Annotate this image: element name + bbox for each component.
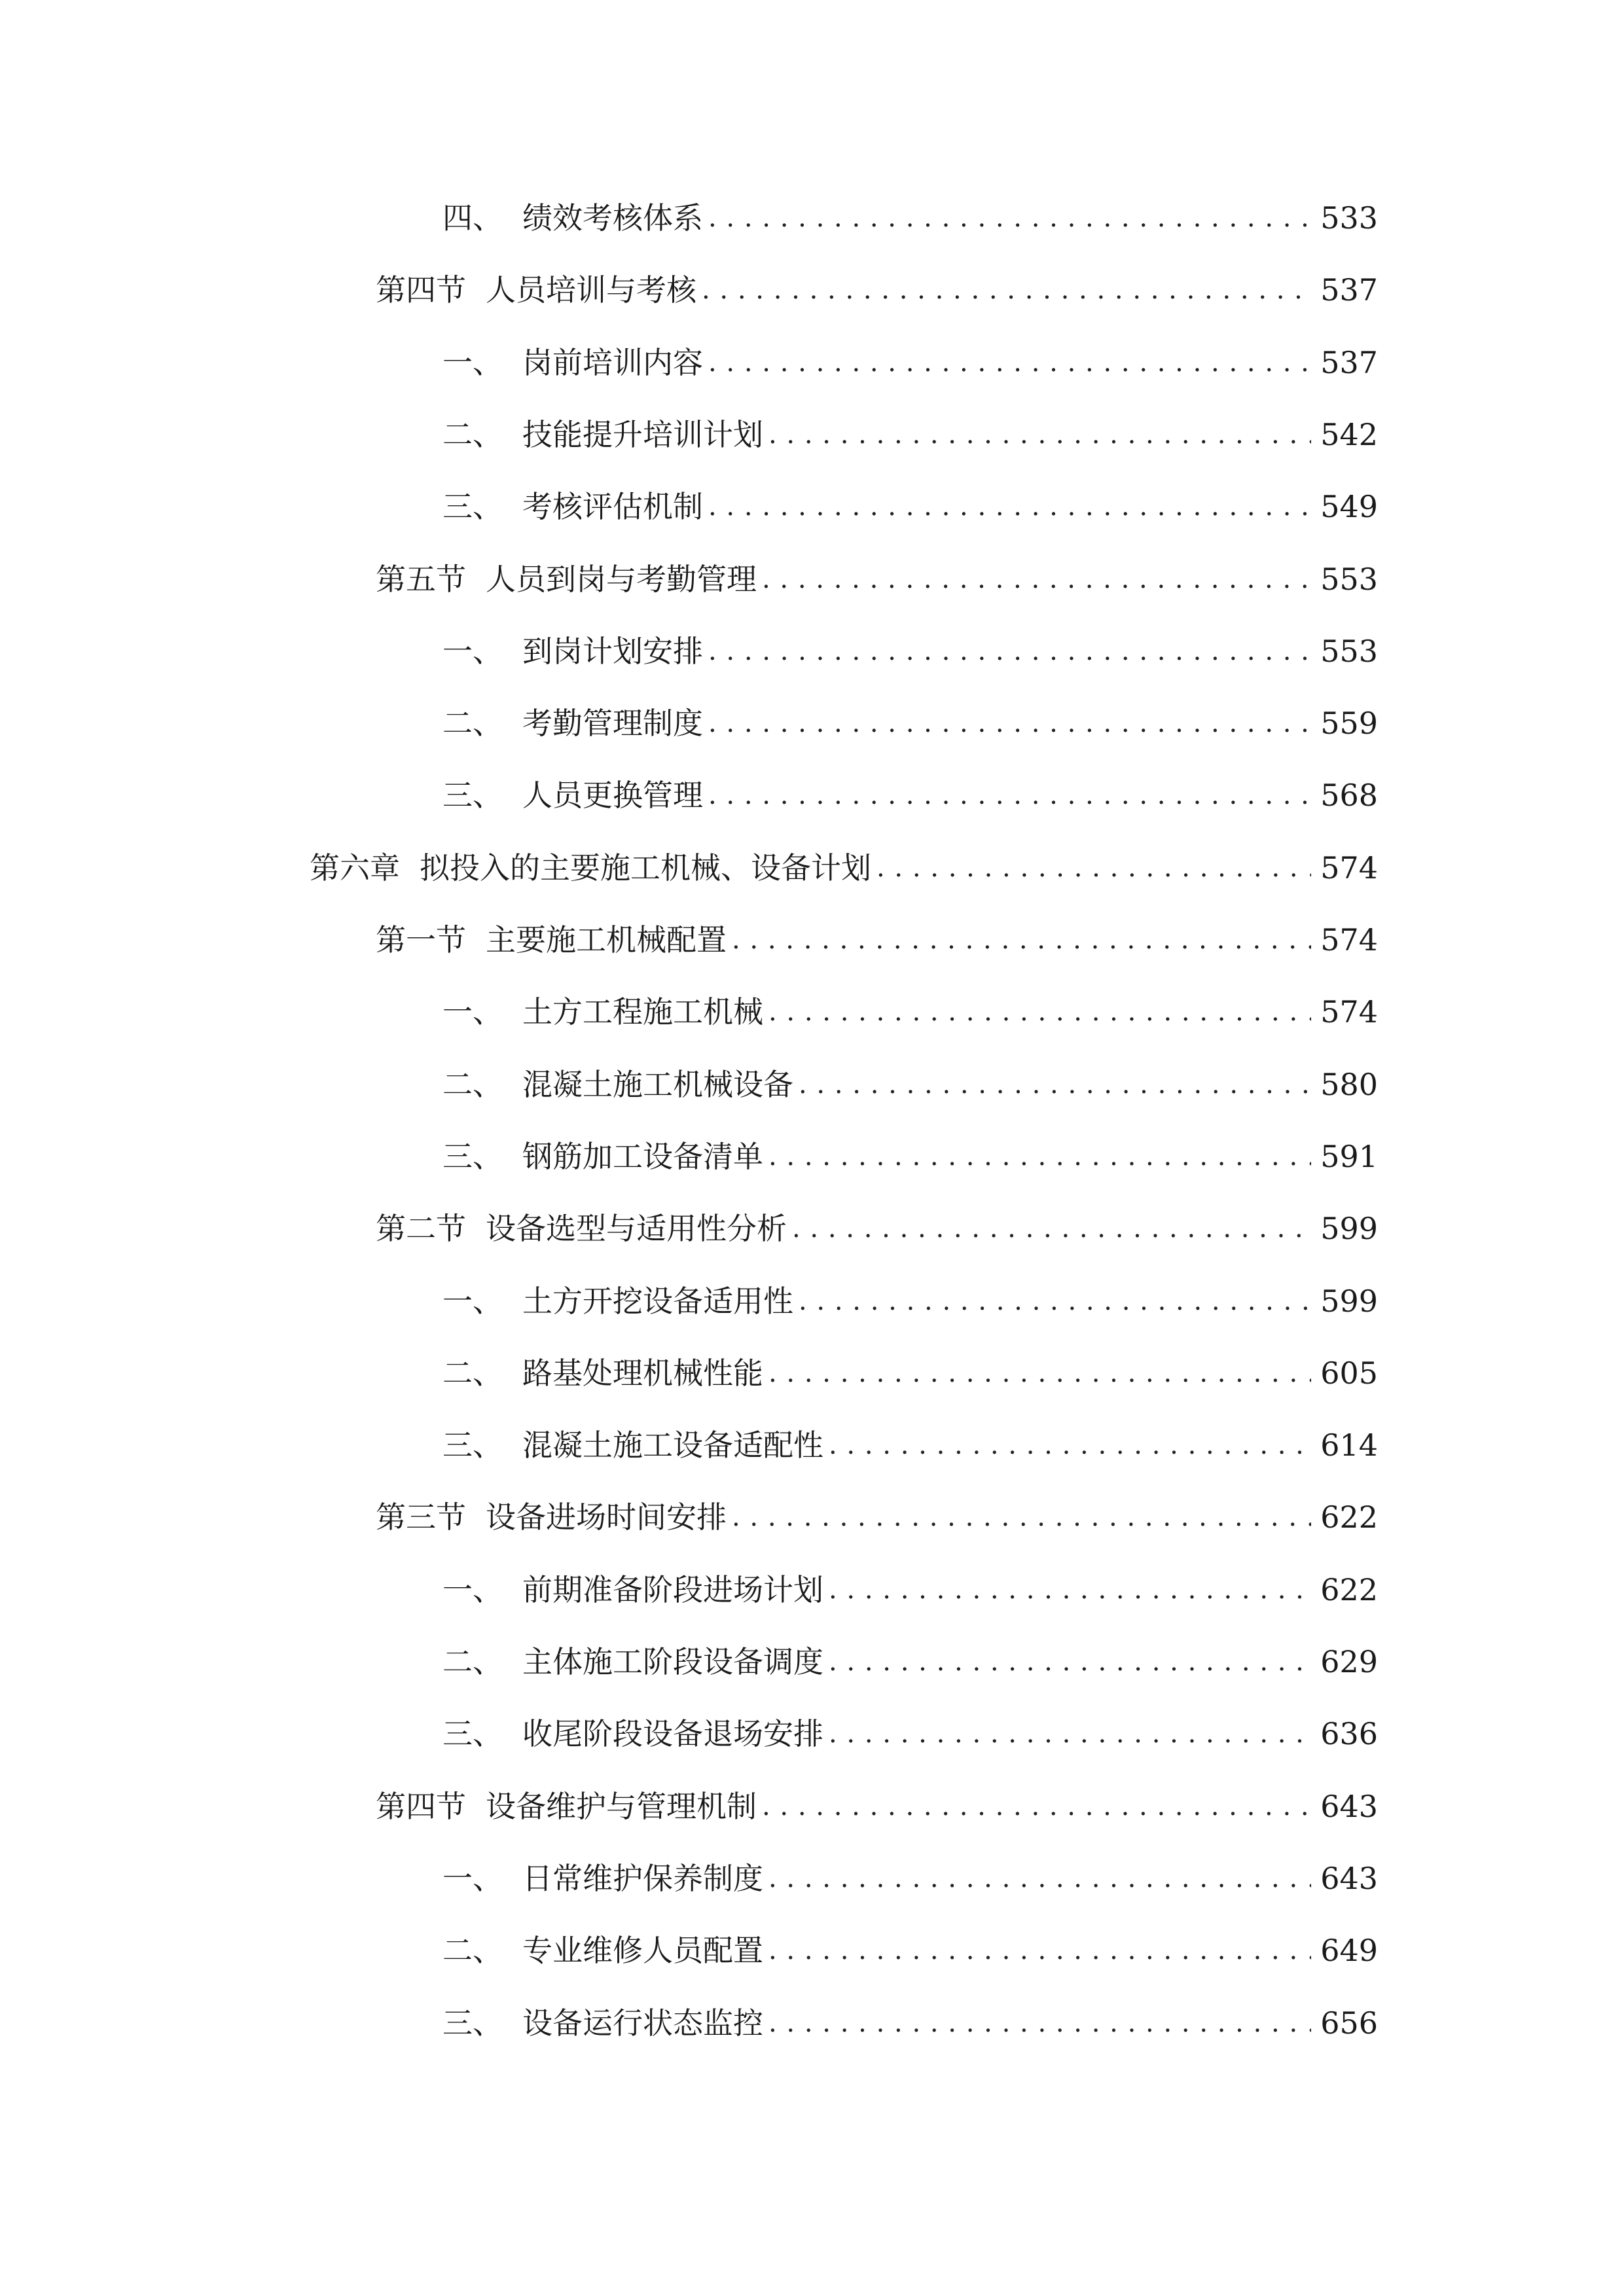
toc-dot-leader [708, 782, 1311, 808]
toc-entry[interactable] [442, 1698, 1378, 1770]
toc-entry[interactable] [376, 1193, 1378, 1265]
toc-page-number: 599 [1320, 1283, 1378, 1319]
toc-entry[interactable] [310, 832, 1378, 904]
toc-dot-leader [829, 1721, 1311, 1747]
toc-entry[interactable] [442, 1914, 1378, 1986]
toc-page-number: 553 [1320, 634, 1378, 669]
toc-entry-label [442, 1355, 763, 1391]
toc-entry-title: 收尾阶段设备退场安排 [522, 1716, 823, 1751]
toc-entry[interactable] [442, 976, 1378, 1048]
toc-page-number: 574 [1320, 850, 1378, 886]
toc-page-number: 542 [1320, 417, 1378, 452]
toc-entry[interactable] [442, 327, 1378, 399]
toc-dot-leader [762, 566, 1311, 592]
toc-entry-number: 一、 [442, 1572, 503, 1607]
toc-entry-title: 路基处理机械性能 [522, 1355, 763, 1391]
toc-entry-label [442, 345, 703, 380]
toc-page-number: 553 [1320, 562, 1378, 597]
toc-entry[interactable] [442, 1049, 1378, 1121]
toc-entry-title: 绩效考核体系 [522, 200, 703, 236]
toc-entry-label [376, 562, 757, 597]
toc-entry-number: 三、 [442, 489, 503, 524]
toc-entry-label [442, 994, 763, 1030]
toc-entry-number: 第四节 [376, 272, 466, 308]
toc-entry-label [442, 1141, 763, 1172]
toc-entry-title: 主体施工阶段设备调度 [522, 1644, 823, 1679]
toc-page-number: 533 [1320, 200, 1378, 236]
toc-entry-title: 混凝土施工机械设备 [522, 1067, 793, 1102]
toc-entry[interactable] [376, 1770, 1378, 1842]
toc-entry-label [376, 1213, 787, 1244]
toc-dot-leader [708, 710, 1311, 736]
toc-page-number: 574 [1320, 922, 1378, 958]
toc-entry[interactable] [442, 1554, 1378, 1626]
toc-entry[interactable] [442, 687, 1378, 759]
toc-page-number: 656 [1320, 2005, 1378, 2041]
toc-entry-label [442, 1069, 793, 1100]
toc-page-number: 622 [1320, 1572, 1378, 1607]
toc-entry-title: 土方工程施工机械 [522, 994, 763, 1030]
toc-dot-leader [829, 1432, 1311, 1458]
toc-entry-label [442, 1644, 823, 1679]
toc-entry-number: 二、 [442, 1933, 503, 1968]
toc-entry-title: 人员到岗与考勤管理 [486, 562, 757, 597]
toc-entry-title: 人员培训与考核 [486, 272, 696, 308]
toc-entry[interactable] [442, 1121, 1378, 1193]
toc-entry-label [310, 850, 871, 886]
toc-entry-label [442, 1572, 823, 1607]
toc-entry-number: 三、 [442, 1716, 503, 1751]
toc-entry-title: 岗前培训内容 [522, 345, 703, 380]
toc-entry[interactable] [442, 1265, 1378, 1337]
toc-dot-leader [768, 422, 1311, 448]
toc-entry-title: 专业维修人员配置 [522, 1933, 763, 1968]
toc-entry-number: 一、 [442, 634, 503, 669]
toc-dot-leader [732, 927, 1311, 953]
toc-entry-number: 二、 [442, 1067, 503, 1102]
toc-entry-title: 设备维护与管理机制 [486, 1789, 757, 1824]
toc-entry-number: 第二节 [376, 1211, 466, 1246]
toc-entry[interactable] [442, 1842, 1378, 1914]
toc-entry-title: 技能提升培训计划 [522, 417, 763, 452]
toc-page-number: 559 [1320, 706, 1378, 741]
toc-entry-label [442, 778, 703, 813]
toc-page-number: 643 [1320, 1861, 1378, 1896]
toc-dot-leader [799, 1071, 1311, 1098]
toc-page-number: 537 [1320, 272, 1378, 308]
toc-dot-leader [768, 1143, 1311, 1170]
toc-entry-title: 拟投入的主要施工机械、设备计划 [420, 850, 871, 886]
toc-entry-title: 前期准备阶段进场计划 [522, 1572, 823, 1607]
toc-entry-number: 第六章 [310, 850, 400, 886]
toc-entry-label [376, 272, 696, 308]
toc-entry-number: 二、 [442, 706, 503, 741]
toc-page-number: 599 [1320, 1211, 1378, 1246]
toc-entry-number: 二、 [442, 417, 503, 452]
toc-entry[interactable] [442, 1626, 1378, 1698]
toc-entry-title: 日常维护保养制度 [522, 1861, 763, 1896]
toc-entry[interactable] [442, 1337, 1378, 1409]
toc-dot-leader [708, 350, 1311, 376]
toc-entry-number: 一、 [442, 345, 503, 380]
toc-entry[interactable] [442, 399, 1378, 471]
toc-entry-number: 三、 [442, 1139, 503, 1174]
toc-dot-leader [762, 1793, 1311, 1820]
toc-entry-title: 考勤管理制度 [522, 706, 703, 741]
toc-entry[interactable] [442, 615, 1378, 687]
toc-entry-number: 二、 [442, 1355, 503, 1391]
toc-dot-leader [876, 855, 1311, 881]
toc-entry-number: 三、 [442, 2005, 503, 2041]
toc-entry-number: 四、 [442, 200, 503, 236]
toc-entry-number: 三、 [442, 1427, 503, 1463]
toc-entry[interactable] [442, 1409, 1378, 1481]
toc-entry[interactable] [442, 759, 1378, 831]
toc-entry-number: 第一节 [376, 922, 466, 958]
toc-entry-title: 主要施工机械配置 [486, 922, 727, 958]
toc-page-number: 643 [1320, 1789, 1378, 1824]
toc-entry-label [376, 1499, 727, 1535]
toc-dot-leader [708, 493, 1311, 520]
toc-entry[interactable] [442, 1987, 1378, 2059]
toc-entry-title: 考核评估机制 [522, 489, 703, 524]
toc-entry-label [442, 706, 703, 741]
toc-entry-label [442, 1427, 823, 1463]
toc-page-number: 629 [1320, 1644, 1378, 1679]
toc-entry-label [442, 200, 703, 236]
toc-dot-leader [768, 999, 1311, 1025]
toc-entry-label [442, 1716, 823, 1751]
toc-entry[interactable] [376, 543, 1378, 615]
toc-dot-leader [708, 205, 1311, 231]
toc-dot-leader [732, 1504, 1311, 1530]
toc-page-number: 649 [1320, 1933, 1378, 1968]
toc-entry-label [442, 1283, 793, 1319]
toc-entry-title: 人员更换管理 [522, 778, 703, 813]
toc-entry-title: 设备运行状态监控 [522, 2005, 763, 2041]
toc-entry-title: 设备选型与适用性分析 [486, 1211, 787, 1246]
toc-entry-number: 一、 [442, 1861, 503, 1896]
toc-entry-label [376, 922, 727, 958]
toc-entry-title: 设备进场时间安排 [486, 1499, 727, 1535]
toc-entry-label [442, 2005, 763, 2041]
toc-entry-number: 第四节 [376, 1789, 466, 1824]
toc-page-number: 574 [1320, 994, 1378, 1030]
toc-entry-label [442, 634, 703, 669]
toc-dot-leader [768, 1360, 1311, 1386]
toc-entry[interactable] [442, 182, 1378, 254]
toc-entry-label [442, 1861, 763, 1896]
toc-dot-leader [792, 1215, 1311, 1242]
toc-entry[interactable] [442, 471, 1378, 543]
toc-page-number: 622 [1320, 1499, 1378, 1535]
toc-dot-leader [829, 1577, 1311, 1603]
toc-entry-label [442, 417, 763, 452]
toc-entry[interactable] [376, 904, 1378, 976]
toc-dot-leader [768, 1937, 1311, 1964]
toc-page-number: 549 [1320, 489, 1378, 524]
toc-dot-leader [768, 1865, 1311, 1892]
toc-entry-label [442, 489, 703, 524]
toc-page-number: 591 [1320, 1139, 1378, 1174]
toc-entry-number: 第三节 [376, 1499, 466, 1535]
toc-entry-title: 土方开挖设备适用性 [522, 1283, 793, 1319]
toc-entry[interactable] [376, 254, 1378, 326]
toc-page-number: 580 [1320, 1067, 1378, 1102]
toc-entry-title: 混凝土施工设备适配性 [522, 1427, 823, 1463]
toc-entry-number: 一、 [442, 1283, 503, 1319]
toc-page-number: 605 [1320, 1355, 1378, 1391]
toc-entry-title: 钢筋加工设备清单 [522, 1139, 763, 1174]
toc-dot-leader [768, 2010, 1311, 2036]
toc-dot-leader [799, 1288, 1311, 1314]
toc-entry-title: 到岗计划安排 [522, 634, 703, 669]
toc-entry-label [376, 1789, 757, 1824]
toc-page-number: 636 [1320, 1716, 1378, 1751]
toc-entry-number: 第五节 [376, 562, 466, 597]
toc-dot-leader [708, 638, 1311, 664]
toc-dot-leader [829, 1649, 1311, 1675]
toc-entry[interactable] [376, 1481, 1378, 1553]
toc-page-number: 568 [1320, 778, 1378, 813]
toc-entry-label [442, 1933, 763, 1968]
toc-page-number: 537 [1320, 345, 1378, 380]
toc-entry-number: 一、 [442, 994, 503, 1030]
toc-entry-number: 二、 [442, 1644, 503, 1679]
toc-dot-leader [702, 277, 1311, 303]
toc-entry-number: 三、 [442, 778, 503, 813]
toc-page-number: 614 [1320, 1427, 1378, 1463]
